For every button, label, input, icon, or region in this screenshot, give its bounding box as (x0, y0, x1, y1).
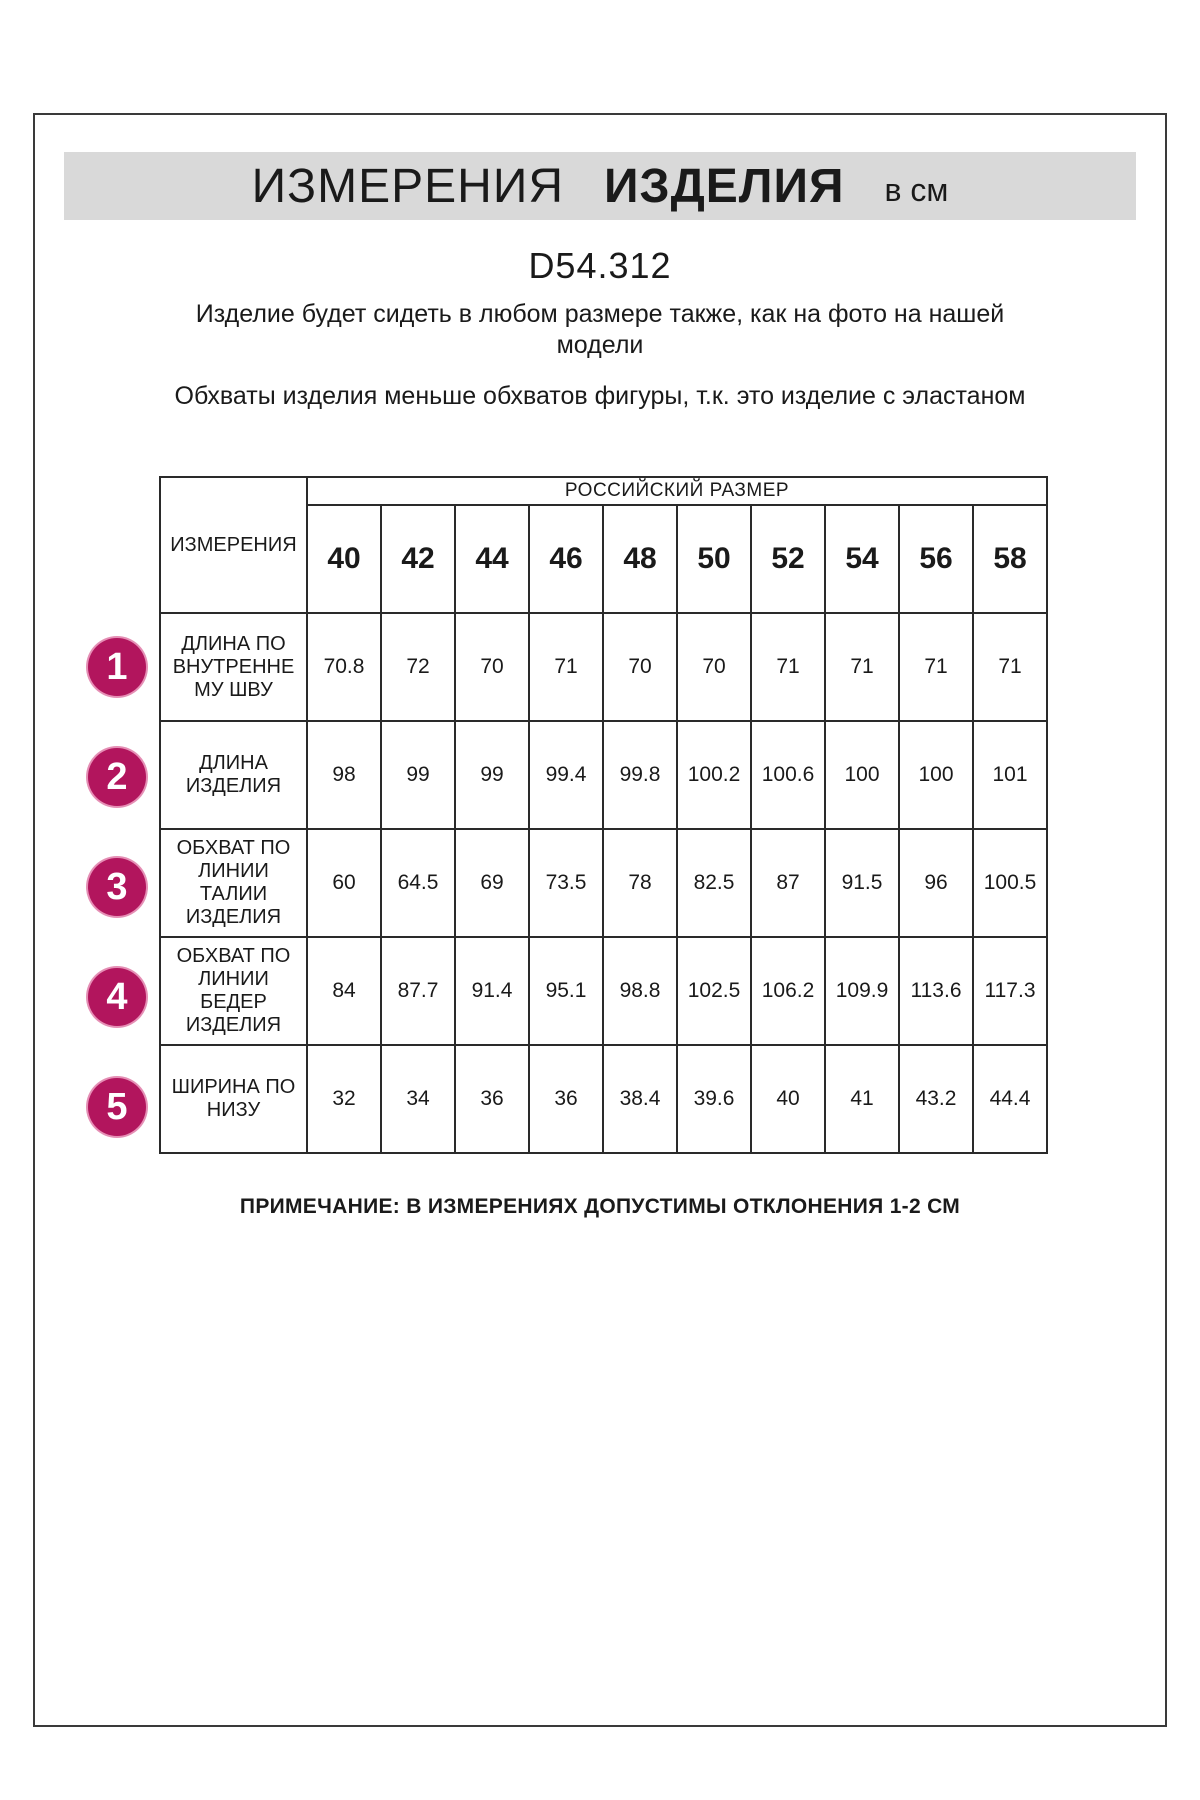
table-cell: 71 (825, 613, 899, 721)
table-cell: 100.2 (677, 721, 751, 829)
table-cell: 100 (899, 721, 973, 829)
table-row (160, 937, 1047, 1045)
size-header: 56 (899, 505, 973, 613)
fit-note: Изделие будет сидеть в любом размере также, как на фото на нашей модели (195, 300, 1005, 359)
table-cell: 98 (307, 721, 381, 829)
table-cell: 100.5 (973, 829, 1047, 937)
size-header: 44 (455, 505, 529, 613)
row-label: ОБХВАТ ПО ЛИНИИ ТАЛИИ ИЗДЕЛИЯ (160, 829, 307, 937)
table-cell: 99.8 (603, 721, 677, 829)
table-cell: 82.5 (677, 829, 751, 937)
table-cell: 38.4 (603, 1045, 677, 1153)
table-cell: 98.8 (603, 937, 677, 1045)
table-cell: 99 (381, 721, 455, 829)
table-cell: 102.5 (677, 937, 751, 1045)
table-cell: 84 (307, 937, 381, 1045)
table-cell: 106.2 (751, 937, 825, 1045)
table-cell: 44.4 (973, 1045, 1047, 1153)
row-number-badge: 2 (88, 748, 146, 806)
table-row (160, 829, 1047, 937)
row-label: ШИРИНА ПО НИЗУ (160, 1045, 307, 1153)
table-cell: 113.6 (899, 937, 973, 1045)
table-cell: 87 (751, 829, 825, 937)
size-header: 58 (973, 505, 1047, 613)
row-number-badge: 5 (88, 1078, 146, 1136)
table-cell: 96 (899, 829, 973, 937)
size-header: 46 (529, 505, 603, 613)
title-unit: в см (884, 171, 949, 208)
size-header: 48 (603, 505, 677, 613)
size-group-header: РОССИЙСКИЙ РАЗМЕР (307, 477, 1047, 505)
table-cell: 87.7 (381, 937, 455, 1045)
table-cell: 99 (455, 721, 529, 829)
table-cell: 69 (455, 829, 529, 937)
table-cell: 43.2 (899, 1045, 973, 1153)
table-cell: 71 (973, 613, 1047, 721)
size-header: 40 (307, 505, 381, 613)
table-cell: 70 (603, 613, 677, 721)
table-cell: 73.5 (529, 829, 603, 937)
table-cell: 32 (307, 1045, 381, 1153)
table-cell: 36 (455, 1045, 529, 1153)
table-cell: 100 (825, 721, 899, 829)
table-cell: 70 (455, 613, 529, 721)
measurements-header: ИЗМЕРЕНИЯ (160, 477, 307, 613)
table-cell: 71 (751, 613, 825, 721)
row-number-badge: 1 (88, 638, 146, 696)
row-number-badge: 3 (88, 858, 146, 916)
table-cell: 64.5 (381, 829, 455, 937)
table-cell: 101 (973, 721, 1047, 829)
table-cell: 100.6 (751, 721, 825, 829)
table-cell: 99.4 (529, 721, 603, 829)
row-label: ДЛИНА ПО ВНУТРЕННЕ МУ ШВУ (160, 613, 307, 721)
article-code: D54.312 (528, 245, 672, 286)
table-cell: 41 (825, 1045, 899, 1153)
size-table (159, 476, 1048, 1154)
size-header: 50 (677, 505, 751, 613)
row-label: ОБХВАТ ПО ЛИНИИ БЕДЕР ИЗДЕЛИЯ (160, 937, 307, 1045)
table-cell: 95.1 (529, 937, 603, 1045)
page-title (64, 152, 1136, 220)
table-cell: 71 (529, 613, 603, 721)
row-label: ДЛИНА ИЗДЕЛИЯ (160, 721, 307, 829)
table-cell: 117.3 (973, 937, 1047, 1045)
table-cell: 40 (751, 1045, 825, 1153)
table-row (160, 613, 1047, 721)
table-cell: 39.6 (677, 1045, 751, 1153)
table-row (160, 1045, 1047, 1153)
table-cell: 70 (677, 613, 751, 721)
size-header: 54 (825, 505, 899, 613)
size-header: 42 (381, 505, 455, 613)
row-number-badge: 4 (88, 968, 146, 1026)
table-cell: 72 (381, 613, 455, 721)
size-header: 52 (751, 505, 825, 613)
elastane-note: Обхваты изделия меньше обхватов фигуры, т.к. это изделие с эластаном (174, 382, 1026, 410)
table-cell: 60 (307, 829, 381, 937)
table-cell: 91.5 (825, 829, 899, 937)
title-bold: ИЗДЕЛИЯ (604, 159, 845, 213)
table-cell: 70.8 (307, 613, 381, 721)
title-light: ИЗМЕРЕНИЯ (251, 159, 564, 213)
table-cell: 71 (899, 613, 973, 721)
table-cell: 91.4 (455, 937, 529, 1045)
table-cell: 78 (603, 829, 677, 937)
table-cell: 109.9 (825, 937, 899, 1045)
footnote: ПРИМЕЧАНИЕ: В ИЗМЕРЕНИЯХ ДОПУСТИМЫ ОТКЛОНЕНИЯ 1-2 СМ (239, 1195, 961, 1218)
table-cell: 36 (529, 1045, 603, 1153)
table-cell: 34 (381, 1045, 455, 1153)
table-row (160, 721, 1047, 829)
